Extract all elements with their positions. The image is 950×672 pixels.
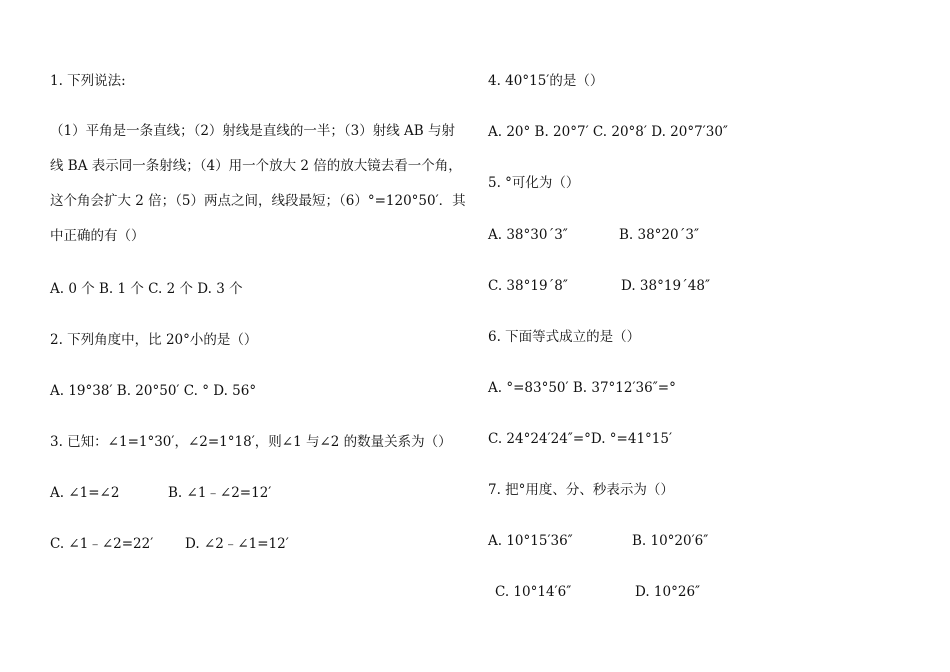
question-1-options: A. 0 个 B. 1 个 C. 2 个 D. 3 个 (50, 281, 243, 297)
question-5-stem: 5. °可化为（） (488, 175, 580, 191)
question-1-body-line: 线 BA 表示同一条射线；（4）用一个放大 2 倍的放大镜去看一个角， (50, 158, 462, 174)
question-2-options: A. 19°38′ B. 20°50′ C. ° D. 56° (50, 383, 257, 399)
question-5-option-b: B. 38°20´3″ (619, 227, 699, 243)
question-7-option-a: A. 10°15′36″ (488, 533, 573, 549)
question-5-option-c: C. 38°19´8″ (488, 278, 568, 294)
question-1-body-line: 中正确的有（） (50, 228, 145, 244)
question-3-stem: 3. 已知：∠1=1°30′，∠2=1°18′，则∠1 与∠2 的数量关系为（） (50, 434, 452, 450)
question-7-option-c: C. 10°14′6″ (495, 584, 572, 600)
question-3-option-d: D. ∠2﹣∠1=12′ (185, 536, 289, 552)
question-1-body-line: （1）平角是一条直线；（2）射线是直线的一半；（3）射线 AB 与射 (50, 123, 456, 139)
question-3-option-c: C. ∠1﹣∠2=22′ (50, 536, 154, 552)
question-1-body (50, 114, 465, 254)
question-2-stem: 2. 下列角度中，比 20°小的是（） (50, 332, 258, 348)
question-6-options-cd: C. 24°24′24″=°D. °=41°15′ (488, 431, 673, 447)
question-7-stem: 7. 把°用度、分、秒表示为（） (488, 482, 674, 498)
question-4-stem: 4. 40°15′的是（） (488, 73, 604, 89)
question-3-option-a: A. ∠1=∠2 (50, 485, 120, 501)
question-4-options: A. 20° B. 20°7′ C. 20°8′ D. 20°7′30″ (488, 124, 728, 140)
question-5-option-a: A. 38°30´3″ (488, 227, 568, 243)
question-1-body-line: 这个角会扩大 2 倍；（5）两点之间，线段最短；（6）°=120°50′．其 (50, 193, 466, 209)
question-6-options-ab: A. °=83°50′ B. 37°12′36″=° (488, 380, 676, 396)
question-1-stem: 1. 下列说法: (50, 73, 126, 89)
question-5-option-d: D. 38°19´48″ (621, 278, 711, 294)
question-6-stem: 6. 下面等式成立的是（） (488, 329, 641, 345)
question-7-option-d: D. 10°26″ (635, 584, 701, 600)
question-3-option-b: B. ∠1﹣∠2=12′ (168, 485, 272, 501)
question-7-option-b: B. 10°20′6″ (632, 533, 709, 549)
